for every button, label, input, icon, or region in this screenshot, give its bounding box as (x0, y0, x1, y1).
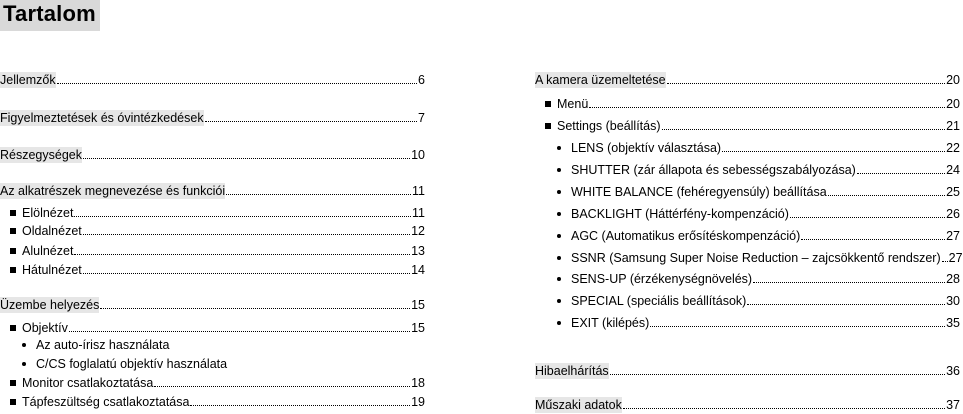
toc-entry[interactable] (557, 184, 960, 200)
toc-entry-page: 7 (418, 111, 425, 125)
toc-entry-label: Üzembe helyezés (0, 298, 100, 312)
square-bullet-icon (10, 210, 16, 216)
dot-leader (828, 184, 945, 196)
square-bullet-icon (10, 248, 16, 254)
dot-leader (154, 375, 410, 387)
toc-entry-page: 26 (946, 207, 960, 221)
dot-leader (662, 118, 946, 130)
toc-entry-page: 25 (946, 185, 960, 199)
toc-entry-label: Alulnézet (22, 244, 74, 258)
toc-entry[interactable] (10, 243, 425, 259)
toc-entry[interactable] (545, 118, 960, 134)
round-bullet-icon (557, 299, 561, 303)
toc-entry-page: 27 (946, 229, 960, 243)
toc-entry[interactable] (557, 250, 963, 266)
toc-entry[interactable] (10, 320, 425, 336)
toc-entry-page: 13 (411, 244, 425, 258)
square-bullet-icon (10, 380, 16, 386)
toc-entry-page: 30 (946, 294, 960, 308)
toc-entry[interactable] (535, 363, 960, 379)
page-title: Tartalom (3, 1, 96, 26)
dot-leader (942, 250, 948, 262)
toc-entry-page: 28 (946, 272, 960, 286)
toc-entry-label: WHITE BALANCE (fehéregyensúly) beállítása (571, 185, 827, 199)
toc-entry-page: 14 (411, 263, 425, 277)
toc-entry-page: 15 (411, 321, 425, 335)
dot-leader (190, 394, 410, 406)
toc-entry[interactable] (557, 228, 960, 244)
toc-entry-label: SPECIAL (speciális beállítások) (571, 294, 747, 308)
dot-leader (610, 363, 945, 375)
toc-entry[interactable] (557, 315, 960, 331)
toc-entry[interactable] (0, 72, 425, 88)
dot-leader (57, 72, 417, 84)
round-bullet-icon (557, 146, 561, 150)
toc-entry[interactable] (10, 262, 425, 278)
toc-entry-page: 20 (946, 73, 960, 87)
toc-entry[interactable] (0, 110, 425, 126)
toc-entry-label: Hibaelhárítás (535, 364, 609, 378)
square-bullet-icon (545, 101, 551, 107)
toc-entry[interactable] (557, 206, 960, 222)
square-bullet-icon (10, 267, 16, 273)
toc-entry-label: Az auto-írisz használata (36, 338, 170, 352)
toc-entry-label: Menü (557, 97, 589, 111)
dot-leader (790, 206, 945, 218)
toc-entry[interactable] (557, 271, 960, 287)
round-bullet-icon (557, 190, 561, 194)
toc-entry-label: Elölnézet (22, 206, 74, 220)
toc-entry[interactable] (22, 356, 425, 372)
toc-entry-page: 20 (946, 97, 960, 111)
dot-leader (667, 72, 945, 84)
dot-leader (74, 205, 411, 217)
toc-entry-page: 12 (411, 224, 425, 238)
toc-entry[interactable] (10, 223, 425, 239)
toc-entry-label: LENS (objektív választása) (571, 141, 722, 155)
toc-entry-label: Hátulnézet (22, 263, 82, 277)
toc-entry[interactable] (0, 297, 425, 313)
toc-entry-label: Settings (beállítás) (557, 119, 661, 133)
toc-entry-label: A kamera üzemeltetése (535, 73, 666, 87)
toc-entry-label: AGC (Automatikus erősítéskompenzáció) (571, 229, 801, 243)
dot-leader (83, 262, 410, 274)
toc-entry-label: Monitor csatlakoztatása (22, 376, 154, 390)
dot-leader (650, 315, 945, 327)
toc-entry[interactable] (535, 397, 960, 413)
toc-entry[interactable] (557, 162, 960, 178)
toc-entry-page: 35 (946, 316, 960, 330)
toc-entry-label: Oldalnézet (22, 224, 82, 238)
toc-entry-page: 11 (412, 206, 425, 220)
toc-entry-label: BACKLIGHT (Háttérfény-kompenzáció) (571, 207, 789, 221)
dot-leader (226, 183, 411, 195)
toc-entry[interactable] (557, 140, 960, 156)
round-bullet-icon (557, 256, 561, 260)
toc-entry-page: 27 (948, 251, 963, 265)
toc-entry-label: Műszaki adatok (535, 398, 622, 412)
round-bullet-icon (22, 343, 26, 347)
dot-leader (623, 397, 945, 409)
toc-entry-page: 36 (946, 364, 960, 378)
toc-entry[interactable] (0, 147, 425, 163)
toc-entry-page: 15 (411, 298, 425, 312)
dot-leader (69, 320, 410, 332)
dot-leader (722, 140, 945, 152)
round-bullet-icon (557, 277, 561, 281)
dot-leader (205, 110, 417, 122)
toc-entry[interactable] (10, 375, 425, 391)
dot-leader (801, 228, 945, 240)
dot-leader (83, 223, 410, 235)
toc-entry-label: Jellemzők (0, 73, 56, 87)
toc-entry-label: Figyelmeztetések és óvintézkedések (0, 111, 204, 125)
round-bullet-icon (557, 234, 561, 238)
round-bullet-icon (22, 362, 26, 366)
toc-entry-label: SENS-UP (érzékenységnövelés) (571, 272, 753, 286)
round-bullet-icon (557, 321, 561, 325)
toc-entry[interactable] (10, 205, 425, 221)
dot-leader (83, 147, 410, 159)
toc-entry-label: Tápfeszültség csatlakoztatása (22, 395, 190, 409)
dot-leader (747, 293, 945, 305)
toc-entry[interactable] (535, 72, 960, 88)
toc-entry-page: 37 (946, 398, 960, 412)
square-bullet-icon (10, 399, 16, 405)
square-bullet-icon (10, 228, 16, 234)
dot-leader (74, 243, 410, 255)
round-bullet-icon (557, 168, 561, 172)
square-bullet-icon (10, 325, 16, 331)
dot-leader (100, 297, 410, 309)
toc-entry[interactable] (0, 183, 425, 199)
toc-entry-page: 19 (411, 395, 425, 409)
toc-entry-page: 10 (411, 148, 425, 162)
toc-entry[interactable] (545, 96, 960, 112)
toc-entry-label: Objektív (22, 321, 68, 335)
toc-entry-label: EXIT (kilépés) (571, 316, 650, 330)
toc-entry[interactable] (10, 394, 425, 410)
toc-entry[interactable] (557, 293, 960, 309)
toc-entry[interactable] (22, 337, 425, 353)
toc-entry-page: 21 (946, 119, 960, 133)
dot-leader (589, 96, 945, 108)
toc-entry-page: 6 (418, 73, 425, 87)
toc-entry-page: 22 (946, 141, 960, 155)
dot-leader (753, 271, 945, 283)
square-bullet-icon (545, 123, 551, 129)
toc-entry-label: C/CS foglalatú objektív használata (36, 357, 228, 371)
toc-entry-page: 24 (946, 163, 960, 177)
toc-entry-label: Az alkatrészek megnevezése és funkciói (0, 184, 226, 198)
toc-entry-label: SHUTTER (zár állapota és sebességszabályozása) (571, 163, 856, 177)
toc-entry-page: 18 (411, 376, 425, 390)
toc-entry-page: 11 (412, 184, 425, 198)
dot-leader (857, 162, 945, 174)
toc-entry-label: SSNR (Samsung Super Noise Reduction – zajcsökkentő rendszer) (571, 251, 941, 265)
toc-entry-label: Részegységek (0, 148, 82, 162)
round-bullet-icon (557, 212, 561, 216)
